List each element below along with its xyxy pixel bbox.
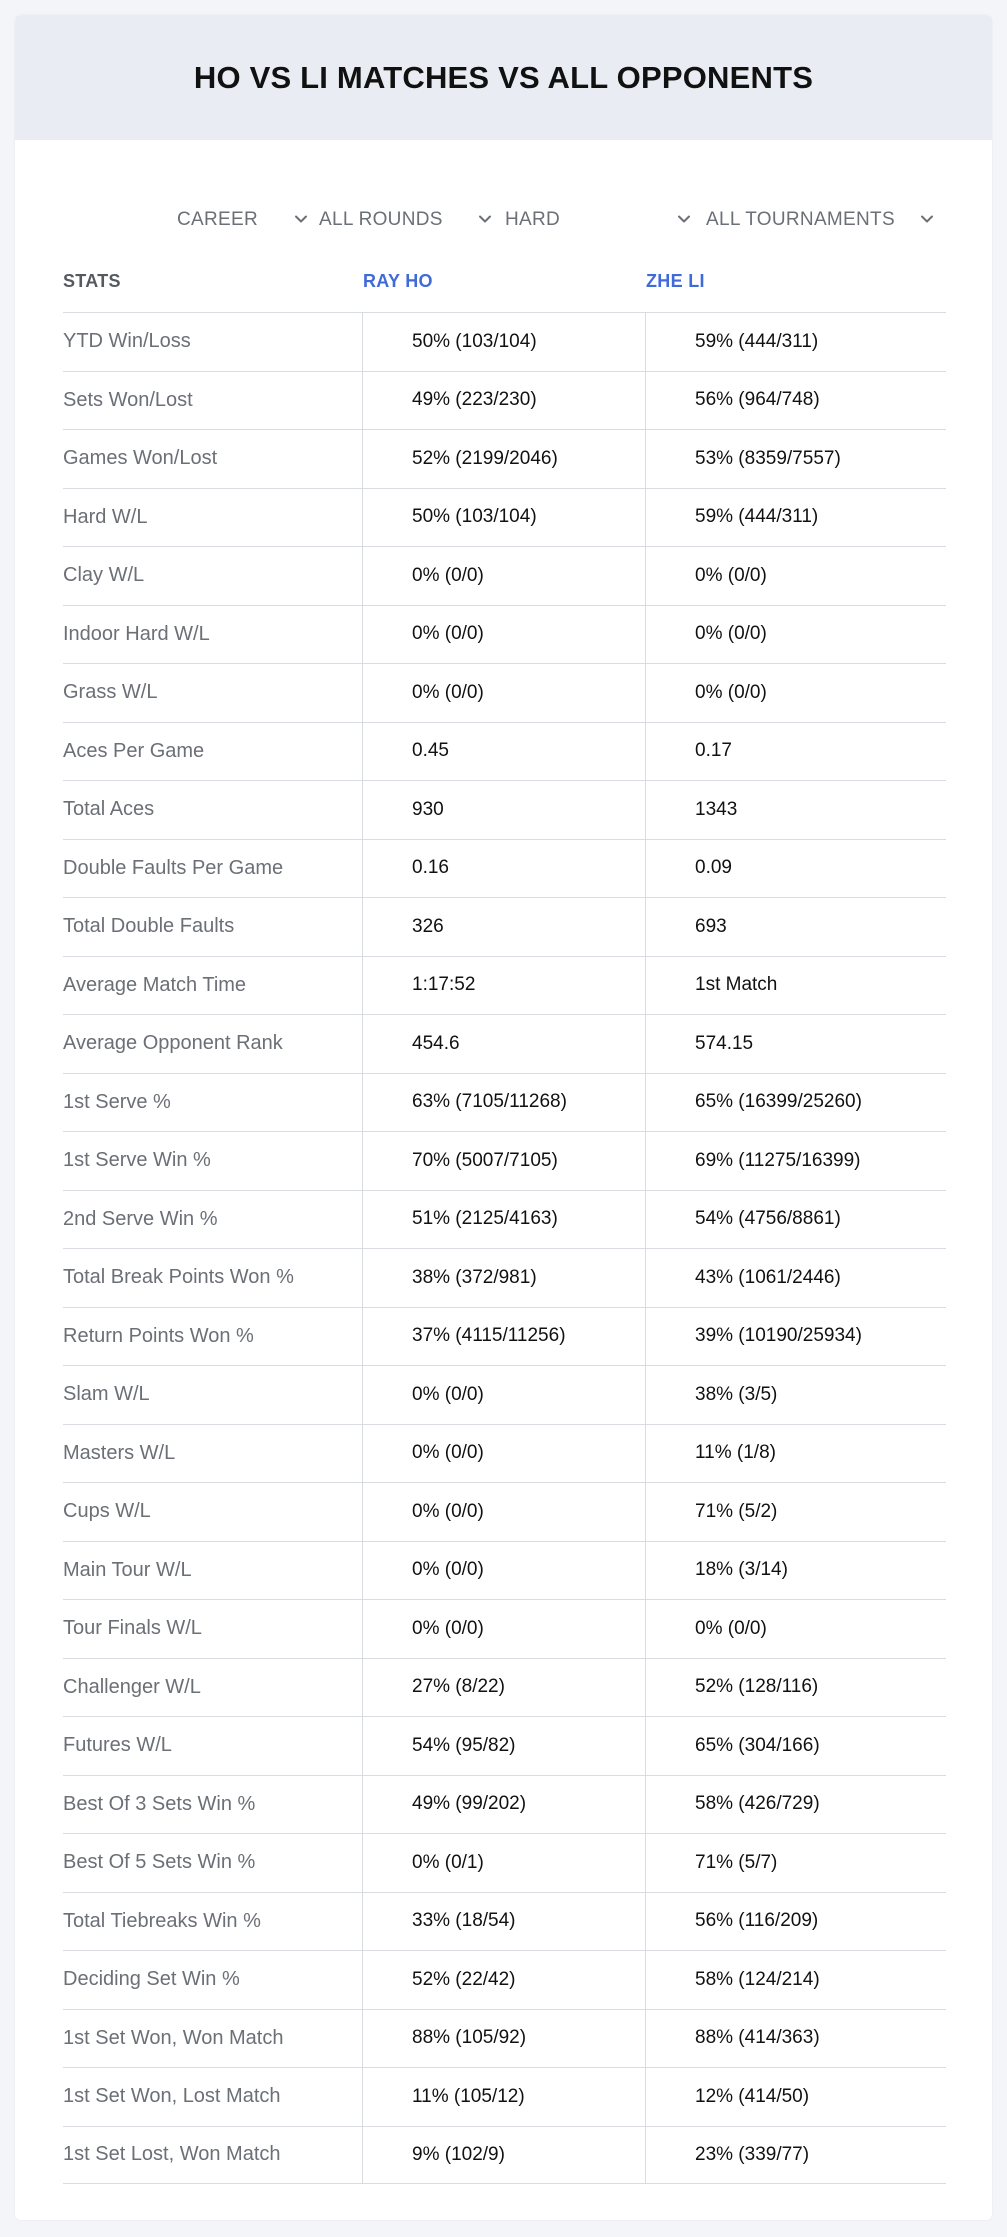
player1-value-cell: 0% (0/0) [363, 1366, 646, 1424]
page-title: HO VS LI MATCHES VS ALL OPPONENTS [193, 59, 814, 95]
player1-value-cell: 326 [363, 898, 646, 956]
player1-value-cell: 51% (2125/4163) [363, 1191, 646, 1249]
stat-name-cell: Average Match Time [63, 957, 363, 1015]
stat-name-cell: Sets Won/Lost [63, 372, 363, 430]
table-row [63, 839, 946, 898]
stat-name-cell: Total Tiebreaks Win % [63, 1893, 363, 1951]
player1-value-cell: 0% (0/0) [363, 1542, 646, 1600]
player2-value-cell: 693 [695, 915, 727, 937]
table-row [63, 1716, 946, 1775]
stat-name-cell: Games Won/Lost [63, 430, 363, 488]
stat-name-cell: Total Double Faults [63, 898, 363, 956]
stat-name-cell: Masters W/L [63, 1425, 363, 1483]
table-row [63, 1950, 946, 2009]
table-row [63, 1014, 946, 1073]
player1-value-cell: 52% (2199/2046) [363, 430, 646, 488]
player2-value-cell: 71% (5/7) [695, 1851, 778, 1873]
stats-table [63, 250, 946, 2184]
table-row [63, 780, 946, 839]
player2-value-cell: 59% (444/311) [695, 330, 819, 352]
table-row [63, 429, 946, 488]
player2-value-cell: 23% (339/77) [695, 2143, 810, 2165]
player1-value-cell: 38% (372/981) [363, 1249, 646, 1307]
stat-name-cell: Average Opponent Rank [63, 1015, 363, 1073]
player2-value-cell: 88% (414/363) [695, 2027, 820, 2049]
player1-value-cell: 49% (223/230) [363, 372, 646, 430]
stat-name-cell: Slam W/L [63, 1366, 363, 1424]
filter-tournaments-select[interactable] [706, 203, 936, 237]
player2-value-cell: 12% (414/50) [695, 2085, 810, 2107]
player1-value-cell: 54% (95/82) [363, 1717, 646, 1775]
player2-value-cell: 0% (0/0) [695, 1617, 767, 1639]
stat-name-cell: Double Faults Per Game [63, 840, 363, 898]
filter-label: HARD [505, 209, 561, 230]
stat-name-cell: 1st Set Lost, Won Match [63, 2127, 363, 2184]
stat-name-cell: Cups W/L [63, 1483, 363, 1541]
table-row [63, 1658, 946, 1717]
table-row [63, 1307, 946, 1366]
table-row [63, 1365, 946, 1424]
player2-value-cell: 54% (4756/8861) [695, 1208, 841, 1230]
player2-value-cell: 0.17 [695, 740, 732, 762]
column-header-stats: STATS [63, 270, 121, 291]
stat-name-cell: YTD Win/Loss [63, 313, 363, 371]
table-row [63, 1892, 946, 1951]
player1-value-cell: 27% (8/22) [363, 1659, 646, 1717]
table-row [63, 1424, 946, 1483]
table-row [63, 605, 946, 664]
stat-name-cell: Hard W/L [63, 489, 363, 547]
player1-value-cell: 0% (0/0) [363, 1600, 646, 1658]
player2-value-cell: 0% (0/0) [695, 564, 767, 586]
player1-value-cell: 50% (103/104) [363, 489, 646, 547]
player1-value-cell: 0% (0/0) [363, 1425, 646, 1483]
player2-value-cell: 65% (16399/25260) [695, 1091, 862, 1113]
player2-value-cell: 38% (3/5) [695, 1383, 778, 1405]
player1-value-cell: 88% (105/92) [363, 2010, 646, 2068]
player1-value-cell: 0% (0/1) [363, 1834, 646, 1892]
chevron-down-icon [292, 210, 310, 228]
player2-value-cell: 18% (3/14) [695, 1559, 788, 1581]
player2-value-cell: 11% (1/8) [695, 1442, 776, 1464]
stat-name-cell: Clay W/L [63, 547, 363, 605]
player2-value-cell: 0% (0/0) [695, 623, 767, 645]
player2-value-cell: 58% (426/729) [695, 1793, 820, 1815]
table-row [63, 1599, 946, 1658]
player1-value-cell: 0.16 [363, 840, 646, 898]
table-row [63, 1073, 946, 1132]
stat-name-cell: Tour Finals W/L [63, 1600, 363, 1658]
player1-value-cell: 0% (0/0) [363, 1483, 646, 1541]
table-row [63, 1482, 946, 1541]
player2-value-cell: 52% (128/116) [695, 1676, 819, 1698]
stat-name-cell: Best Of 3 Sets Win % [63, 1776, 363, 1834]
player2-value-cell: 574.15 [695, 1032, 754, 1054]
player1-value-cell: 63% (7105/11268) [363, 1074, 646, 1132]
filter-rounds-select[interactable] [319, 203, 497, 237]
player1-value-cell: 50% (103/104) [363, 313, 646, 371]
player1-value-cell: 11% (105/12) [363, 2068, 646, 2126]
table-row [63, 663, 946, 722]
player1-value-cell: 454.6 [363, 1015, 646, 1073]
stat-name-cell: Futures W/L [63, 1717, 363, 1775]
stat-name-cell: Total Aces [63, 781, 363, 839]
table-body [63, 312, 946, 2184]
stat-name-cell: Total Break Points Won % [63, 1249, 363, 1307]
player2-value-cell: 1343 [695, 798, 738, 820]
player1-value-cell: 930 [363, 781, 646, 839]
stat-name-cell: Grass W/L [63, 664, 363, 722]
player2-value-cell: 58% (124/214) [695, 1968, 820, 1990]
stat-name-cell: 2nd Serve Win % [63, 1191, 363, 1249]
player1-value-cell: 0% (0/0) [363, 547, 646, 605]
player2-value-cell: 0% (0/0) [695, 681, 767, 703]
table-row [63, 897, 946, 956]
player2-value-cell: 69% (11275/16399) [695, 1149, 861, 1171]
player1-value-cell: 0% (0/0) [363, 664, 646, 722]
chevron-down-icon [675, 210, 693, 228]
player1-value-cell: 49% (99/202) [363, 1776, 646, 1834]
stat-name-cell: 1st Set Won, Won Match [63, 2010, 363, 2068]
column-header-player1-link[interactable]: RAY HO [363, 270, 433, 291]
stat-name-cell: Challenger W/L [63, 1659, 363, 1717]
stat-name-cell: Deciding Set Win % [63, 1951, 363, 2009]
stat-name-cell: Aces Per Game [63, 723, 363, 781]
filter-label: ALL TOURNAMENTS [706, 209, 895, 230]
player2-value-cell: 39% (10190/25934) [695, 1325, 862, 1347]
stats-card [15, 15, 992, 2220]
stat-name-cell: Main Tour W/L [63, 1542, 363, 1600]
table-row [63, 312, 946, 371]
chevron-down-icon [918, 210, 936, 228]
table-row [63, 722, 946, 781]
player2-value-cell: 43% (1061/2446) [695, 1266, 841, 1288]
player1-value-cell: 52% (22/42) [363, 1951, 646, 2009]
stat-name-cell: 1st Serve Win % [63, 1132, 363, 1190]
table-row [63, 1833, 946, 1892]
stat-name-cell: 1st Set Won, Lost Match [63, 2068, 363, 2126]
stat-name-cell: Best Of 5 Sets Win % [63, 1834, 363, 1892]
table-row [63, 1775, 946, 1834]
table-row [63, 2126, 946, 2185]
table-row [63, 956, 946, 1015]
player2-value-cell: 56% (964/748) [695, 389, 820, 411]
table-row [63, 371, 946, 430]
stat-name-cell: Indoor Hard W/L [63, 606, 363, 664]
stat-name-cell: Return Points Won % [63, 1308, 363, 1366]
chevron-down-icon [476, 210, 494, 228]
table-row [63, 2009, 946, 2068]
stat-name-cell: 1st Serve % [63, 1074, 363, 1132]
table-row [63, 1190, 946, 1249]
player1-value-cell: 9% (102/9) [363, 2127, 646, 2184]
table-row [63, 1541, 946, 1600]
table-row [63, 2067, 946, 2126]
table-row [63, 546, 946, 605]
filter-bar [15, 190, 992, 250]
player2-value-cell: 1st Match [695, 974, 778, 996]
player2-value-cell: 59% (444/311) [695, 506, 819, 528]
filter-career-select[interactable] [177, 203, 312, 237]
table-row [63, 488, 946, 547]
player1-value-cell: 70% (5007/7105) [363, 1132, 646, 1190]
player2-value-cell: 53% (8359/7557) [695, 447, 841, 469]
filter-surface-select[interactable] [505, 203, 695, 237]
filter-label: CAREER [177, 209, 258, 230]
player1-value-cell: 1:17:52 [363, 957, 646, 1015]
table-row [63, 1131, 946, 1190]
player2-value-cell: 0.09 [695, 857, 732, 879]
player1-value-cell: 33% (18/54) [363, 1893, 646, 1951]
table-header [63, 250, 946, 312]
table-row [63, 1248, 946, 1307]
player2-value-cell: 65% (304/166) [695, 1734, 820, 1756]
player1-value-cell: 37% (4115/11256) [363, 1308, 646, 1366]
player1-value-cell: 0.45 [363, 723, 646, 781]
filter-label: ALL ROUNDS [319, 209, 443, 230]
page-header [15, 15, 992, 140]
column-header-player2-link[interactable]: ZHE LI [646, 270, 705, 291]
player2-value-cell: 56% (116/209) [695, 1910, 819, 1932]
player1-value-cell: 0% (0/0) [363, 606, 646, 664]
player2-value-cell: 71% (5/2) [695, 1500, 778, 1522]
